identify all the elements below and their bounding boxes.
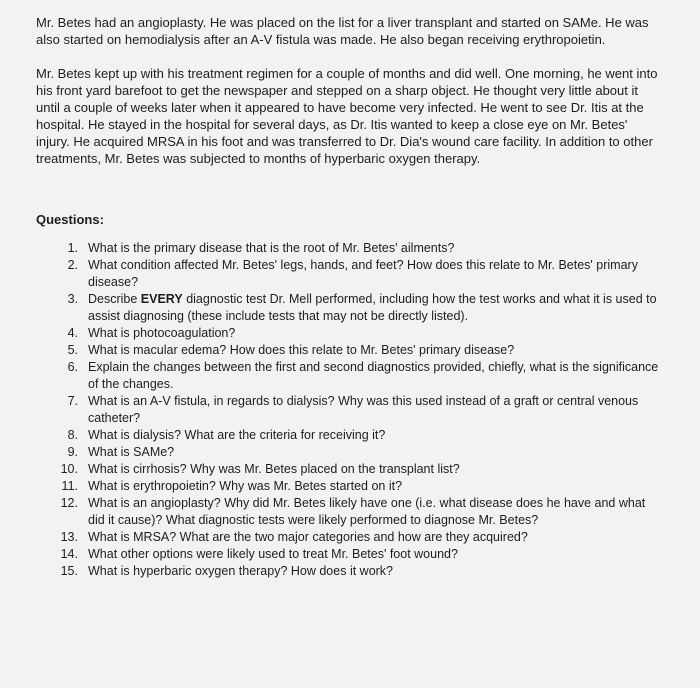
- question-number: 4.: [67, 326, 78, 340]
- case-paragraph-2: Mr. Betes kept up with his treatment regimen for a couple of months and did well. One morning, he went into his front yard barefoot to get the newspaper and stepped on a sharp object. He thought very little about it until a couple of weeks later when it appeared to have become very infected. He went to see Dr. Itis at the hospital. He stayed in the hospital for several days, as Dr. Itis wanted to keep a close eye on Mr. Betes' injury. He acquired MRSA in his foot and was transferred to Dr. Dia's wound care facility. In addition to other treatments, Mr. Betes was subjected to months of hyperbaric oxygen therapy.: [36, 66, 658, 166]
- question-item: [36, 427, 660, 444]
- question-item: [36, 393, 660, 427]
- question-number: 2.: [67, 258, 78, 272]
- question-number: 9.: [67, 445, 78, 459]
- question-number: 11.: [61, 479, 78, 493]
- questions-list: [36, 240, 660, 580]
- question-text: What is hyperbaric oxygen therapy? How does it work?: [88, 564, 394, 578]
- question-text-pre: Describe: [88, 292, 141, 306]
- question-number: 14.: [60, 547, 78, 561]
- question-text: What is an angioplasty? Why did Mr. Betes likely have one (i.e. what disease does he have and what did it cause)? What diagnostic tests were likely performed to diagnose Mr. Betes?: [88, 496, 646, 527]
- question-number: 3.: [67, 292, 78, 306]
- question-number: 7.: [67, 394, 78, 408]
- question-text: [84, 291, 660, 325]
- question-number: 12.: [60, 496, 78, 510]
- question-text: What is SAMe?: [88, 445, 175, 459]
- question-text: What is dialysis? What are the criteria for receiving it?: [88, 428, 386, 442]
- question-item: [36, 291, 660, 325]
- question-number: 10.: [60, 462, 78, 476]
- question-number: 8.: [67, 428, 78, 442]
- question-item: [36, 240, 660, 257]
- question-text: What is the primary disease that is the root of Mr. Betes' ailments?: [88, 241, 455, 255]
- question-number: 13.: [60, 530, 78, 544]
- question-item: [36, 478, 660, 495]
- question-number: 6.: [67, 360, 78, 374]
- question-number: 5.: [67, 343, 78, 357]
- case-paragraph-1: Mr. Betes had an angioplasty. He was placed on the list for a liver transplant and started on SAMe. He was also started on hemodialysis after an A-V fistula was made. He also began receiving erythropoietin.: [36, 15, 649, 47]
- question-item: [36, 359, 660, 393]
- question-text: What is an A-V fistula, in regards to dialysis? Why was this used instead of a graft or central venous catheter?: [88, 394, 639, 425]
- question-item: [36, 444, 660, 461]
- question-text: Explain the changes between the first and second diagnostics provided, chiefly, what is the significance of the changes.: [88, 360, 659, 391]
- question-text: What is macular edema? How does this relate to Mr. Betes' primary disease?: [88, 343, 515, 357]
- question-text: What is MRSA? What are the two major categories and how are they acquired?: [88, 530, 528, 544]
- question-item: [36, 495, 660, 529]
- question-number: 1.: [67, 241, 78, 255]
- question-item: [36, 342, 660, 359]
- questions-heading: Questions:: [36, 212, 104, 227]
- question-number: 15.: [60, 564, 78, 578]
- question-text-post: diagnostic test Dr. Mell performed, including how the test works and what it is used to assist diagnosing (these include tests that may not be directly listed).: [88, 292, 657, 323]
- question-text: What condition affected Mr. Betes' legs, hands, and feet? How does this relate to Mr. Betes' primary disease?: [88, 258, 638, 289]
- question-item: [36, 546, 660, 563]
- question-item: [36, 563, 660, 580]
- question-text: What is cirrhosis? Why was Mr. Betes placed on the transplant list?: [88, 462, 460, 476]
- question-text: What is erythropoietin? Why was Mr. Betes started on it?: [88, 479, 403, 493]
- question-item: [36, 257, 660, 291]
- question-item: [36, 461, 660, 478]
- question-text: What is photocoagulation?: [88, 326, 236, 340]
- question-item: [36, 325, 660, 342]
- question-text-emphasis: EVERY: [140, 292, 183, 306]
- question-text: What other options were likely used to treat Mr. Betes' foot wound?: [88, 547, 458, 561]
- question-item: [36, 529, 660, 546]
